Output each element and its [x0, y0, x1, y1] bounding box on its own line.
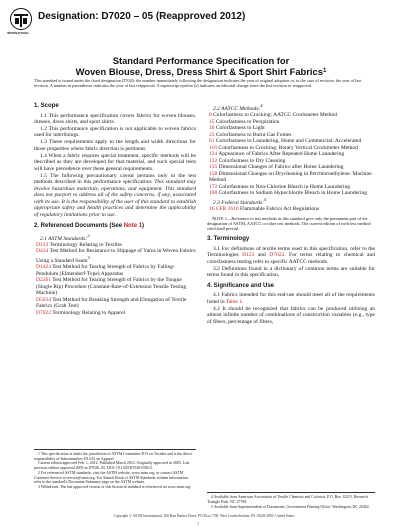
- footnote-5: 5 Available from Superintendent of Documents, Government Printing Office, Washington, DC 20402.: [211, 504, 370, 509]
- aatcc-link[interactable]: 135: [209, 164, 218, 171]
- d123-link[interactable]: D123: [242, 252, 255, 259]
- copyright-line: Copyright © ASTM International, 100 Barr Harbor Drive, PO Box C700, West Conshohocken, PA 19428-2959. United States: [113, 514, 295, 518]
- footnote-2: 2 For referenced ASTM standards, visit the ASTM website, www.astm.org, or contact ASTM Customer Service at service@astm.org. For Annual Book of ASTM Standards volume information, refer to the standard's Document Summary page on the ASTM website.: [34, 470, 189, 485]
- aatcc-title: Dimensional Changes on Drycleaning in Perchloroethylene: Machine Method: [209, 170, 372, 184]
- aatcc-title: Colorfastness to Burnt Gas Fumes: [214, 131, 292, 138]
- ref-title: Test Method for Resistance to Slippage of Yarns in Woven Fabrics Using a Standard Seam: [36, 248, 196, 264]
- ref-item: [36, 310, 196, 317]
- footnote-edition: Current edition approved Feb. 1, 2012. Published March 2012. Originally approved in 2005. Last previous edition approved 2005 as D7020–05. DOI: 10.1520/D7020-05R12.: [34, 461, 190, 471]
- significance-4-2: 4.2 It should be recognized that fabrics can be produced utilizing an almost infinite number of combinations of construction variables (e.g., type of fibers, percentage of fibers,: [207, 305, 375, 325]
- note-1: NOTE 1—Reference to test methods in this standard give only the permanent part of the designation of ASTM, AATCC or other test methods. The current edition of each test method cited shall prevail.: [207, 215, 371, 232]
- section-3-heading: 3. Terminology: [207, 236, 250, 243]
- aatcc-link[interactable]: 16: [209, 125, 215, 132]
- aatcc-link[interactable]: 8: [209, 112, 212, 119]
- aatcc-title: Colorfastness to Crocking: AATCC Crockmeter Method: [211, 112, 338, 119]
- terminology-3-2: 3.2 Definitions found in a dictionary of common terms are suitable for terms found in this specification.: [207, 265, 375, 279]
- ref-item: [36, 297, 196, 310]
- aatcc-item: [209, 190, 375, 197]
- scope-1-5-text: 1.5 The following precautionary caveat pertains only to the test methods described in this performance specification:: [34, 172, 196, 186]
- left-column: [34, 103, 196, 316]
- ref-item: [36, 264, 196, 277]
- ref-item: [36, 277, 196, 297]
- page-number: 1: [197, 521, 199, 526]
- ref-link[interactable]: D123: [36, 241, 49, 248]
- issuance-note: [34, 78, 374, 89]
- section-2-heading: [34, 223, 196, 230]
- aatcc-footnote-marker: 4: [260, 103, 263, 108]
- significance-4-1: [207, 292, 375, 305]
- federal-footnote-marker: 5: [263, 196, 267, 202]
- aatcc-link[interactable]: 158: [209, 170, 218, 177]
- section-4-heading: 4. Significance and Use: [207, 282, 275, 289]
- federal-item: [209, 206, 375, 213]
- aatcc-title: Colorfastness to Sodium Hypochlorite Bleach in Home Laundering: [217, 190, 367, 197]
- terminology-3-1-and: and: [254, 252, 270, 259]
- issuance-note-text: This standard is issued under the fixed designation D7020; the number immediately following the designation indicates the year of original adoption or, in the case of revision, the year of last revision. A number in parentheses indicates the year of last reapproval. A superscript epsilon (ε) indicates an editorial change since the last revision or reapproval.: [34, 78, 362, 89]
- table-1-link[interactable]: Table 1: [225, 298, 243, 305]
- document-title: [26, 55, 376, 77]
- title-line-2-text: Woven Blouse, Dress, Dress Shirt & Sport Shirt Fabrics: [75, 66, 323, 77]
- ref-title: Test Method for Tearing Strength of Fabrics by Falling-Pendulum (Elmendorf-Type) Apparatus: [36, 264, 175, 277]
- right-column: [207, 103, 375, 325]
- federal-standards-label-text: 2.3 Federal Standards:: [213, 199, 264, 206]
- cfr-title: Flammable Fabrics Act Regulations: [238, 206, 320, 213]
- footnotes-left: [34, 449, 196, 490]
- aatcc-title: Dimensional Changes of Fabrics after Home Laundering: [217, 164, 344, 171]
- aatcc-title: Colorfastness to Laundering, Home and Commercial: Accelerated: [214, 138, 362, 145]
- aatcc-item: [209, 171, 375, 184]
- title-footnote-marker: 1: [322, 68, 327, 74]
- aatcc-methods-label: [213, 103, 375, 112]
- ref-title: Test Method for Breaking Strength and Elongation of Textile Fabrics (Grab Test): [36, 296, 187, 310]
- terminology-3-1-rest: . For terms relating to chemical and colorfastness testing refer to specific AATCC methods.: [207, 252, 375, 265]
- ref-footnote-marker: 3: [87, 254, 90, 260]
- aatcc-title: Colorfastness to Crocking: Rotary Vertical Crockmeter Method: [217, 144, 358, 151]
- federal-standards-label: [213, 197, 375, 206]
- scope-1-1: 1.1 This performance specification covers fabrics for woven blouses, dresses, dress shirts, and sport shirts.: [34, 112, 196, 125]
- aatcc-link[interactable]: 15: [209, 118, 215, 125]
- aatcc-link[interactable]: 23: [209, 131, 215, 138]
- astm-standards-label: [40, 233, 196, 242]
- ref-item: [36, 248, 196, 264]
- ref-title: Test Method for Tearing Strength of Fabrics by the Tongue (Single Rip) Procedure (Constant-Rate-of-Extension Tensile Testing Machine): [36, 277, 187, 297]
- section-2-heading-text: 2. Referenced Documents (See: [34, 223, 124, 230]
- aatcc-methods-label-text: 2.2 AATCC Methods:: [213, 105, 261, 112]
- scope-1-5: [34, 173, 196, 219]
- aatcc-link[interactable]: 132: [209, 157, 218, 164]
- section-2-heading-close: ): [142, 223, 145, 230]
- significance-4-1-text: 4.1 Fabrics intended for this end-use should meet all of the requirements listed in: [207, 292, 375, 305]
- scope-1-4: 1.4 When a fabric requires special treatment, specific methods will be described as they are developed for that material, and such special tests will have precedence over these general requirements.: [34, 152, 196, 172]
- note-1-link[interactable]: Note 1: [123, 223, 143, 230]
- d7022-link[interactable]: D7022: [269, 252, 285, 259]
- significance-4-1-end: .: [242, 298, 244, 305]
- ref-link[interactable]: D7022: [36, 309, 51, 316]
- safety-caveat: This standard may involve hazardous materials, operations, and equipment. This standard does not purport to address all of the safety concerns, if any, associated with its use. It is the responsibility of the user of this standard to establish appropriate safety and health practices and determine the applicability of regulatory limitations prior to use.: [34, 179, 196, 218]
- section-1-heading: 1. Scope: [34, 103, 59, 109]
- logo-text: INTERNATIONAL: [7, 32, 30, 35]
- terminology-3-1: [207, 246, 375, 266]
- designation: Designation: D7020 – 05 (Reapproved 2012): [38, 11, 246, 22]
- footnotes-right: [207, 492, 375, 510]
- ref-link[interactable]: D2261: [36, 277, 51, 284]
- aatcc-link[interactable]: 61: [209, 138, 215, 145]
- footnote-4: 4 Available from American Association of Textile Chemists and Colorists, P.O. Box 12215, Research Triangle Park, NC 27709.: [207, 495, 369, 504]
- footnote-1: 1 This specification is under the jurisdiction of ASTM Committee D13 on Textiles and is the direct responsibility of Subcommittee D13.61 on Apparel.: [34, 452, 192, 461]
- aatcc-title: Colorfastness to Perspiration: [214, 118, 280, 125]
- title-line-2: [26, 66, 376, 77]
- ref-title: Terminology Relating to Apparel: [50, 309, 126, 316]
- astm-footnote-marker: 2: [87, 232, 90, 238]
- title-line-1: Standard Performance Specification for: [112, 55, 290, 66]
- aatcc-title: Colorfastness to Non-Chlorine Bleach in Home Laundering: [217, 183, 350, 190]
- aatcc-title: Colorfastness to Dry Cleaning: [217, 157, 286, 164]
- astm-logo: [10, 7, 32, 32]
- aatcc-title: Appearance of Fabrics After Repeated Home Laundering: [217, 151, 345, 158]
- aatcc-title: Colorfastness to Light: [214, 125, 265, 132]
- ref-link[interactable]: D5034: [36, 296, 51, 303]
- cfr-link[interactable]: 16 CFR 1610: [209, 206, 239, 213]
- scope-1-2: 1.2 This performance specification is not applicable to woven fabrics used for interlinings.: [34, 125, 196, 139]
- aatcc-link[interactable]: 172: [209, 183, 218, 190]
- ref-link[interactable]: D434: [36, 248, 49, 255]
- scope-1-3: 1.3 These requirements apply to the length and width directions for those properties where fabric direction is pertinent.: [34, 139, 196, 152]
- terminology-3-1-text: 3.1 For definitions of textile terms used in this specification, refer to the Terminologies: [207, 245, 375, 259]
- aatcc-link[interactable]: 188: [209, 190, 218, 197]
- footnote-3: 3 Withdrawn. The last approved version of this historical standard is referenced on www.astm.org.: [38, 485, 192, 490]
- ref-link[interactable]: D1424: [36, 264, 51, 271]
- aatcc-link[interactable]: 116: [209, 144, 218, 151]
- ref-title: Terminology Relating to Textiles: [48, 241, 123, 248]
- aatcc-link[interactable]: 124: [209, 151, 218, 158]
- astm-standards-label-text: 2.1 ASTM Standards:: [40, 235, 88, 242]
- astm-logo-icon: [10, 7, 32, 32]
